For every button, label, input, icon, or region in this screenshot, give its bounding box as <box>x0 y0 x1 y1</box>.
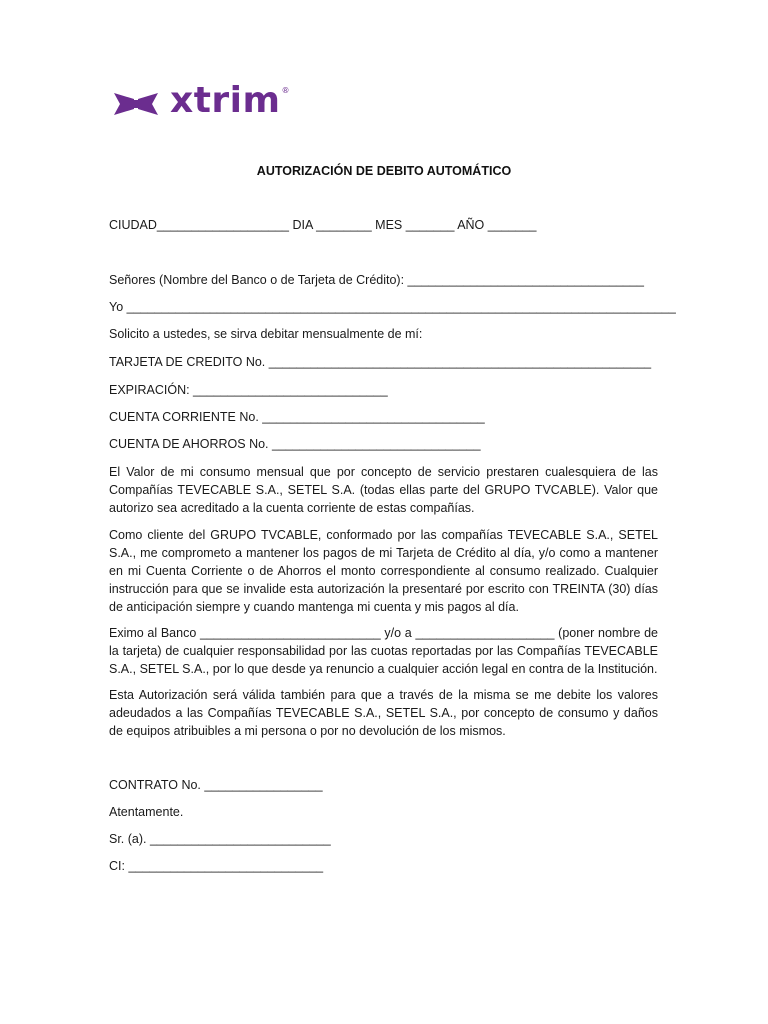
closing-text: Atentamente. <box>109 805 184 819</box>
document-title: AUTORIZACIÓN DE DEBITO AUTOMÁTICO <box>256 164 512 178</box>
checking-account-line: CUENTA CORRIENTE No. ________________________________ <box>109 410 485 424</box>
paragraph-consumption: El Valor de mi consumo mensual que por concepto de servicio prestaren cualesquiera de las Compañías TEVECABLE S.A., SETEL S.A. (todas ellas parte del GRUPO TVCABLE). Valor que autorizo sea acreditado a la cuenta corriente de estas compañías. <box>109 465 658 515</box>
date-line: CIUDAD___________________ DIA ________ MES _______ AÑO _______ <box>109 218 537 232</box>
xtrim-bowtie-icon <box>112 89 160 119</box>
ci-line: CI: ____________________________ <box>109 859 324 873</box>
credit-card-line: TARJETA DE CREDITO No. _______________________________________________________ <box>109 355 652 369</box>
brand-name: xtrim <box>170 80 281 121</box>
bank-line: Señores (Nombre del Banco o de Tarjeta de Crédito): __________________________________ <box>109 273 644 287</box>
contract-line: CONTRATO No. _________________ <box>109 778 323 792</box>
paragraph-validity: Esta Autorización será válida también para que a través de la misma se me debite los valores adeudados a las Compañías TEVECABLE S.A., SETEL S.A., por concepto de consumo y daños de equipos atribuibles a mi persona o por no devolución de los mismos. <box>109 688 658 738</box>
request-line: Solicito a ustedes, se sirva debitar mensualmente de mí: <box>109 327 423 341</box>
paragraph-commitment: Como cliente del GRUPO TVCABLE, conformado por las compañías TEVECABLE S.A., SETEL S.A., me comprometo a mantener los pagos de mi Tarjeta de Crédito al día, y/o como a mantener en mi Cuenta Corriente o de Ahorros el monto correspondiente al consumo realizado. Cualquier instrucción para que se invalide esta autorización la presentaré por escrito con TREINTA (30) días de anticipación siempre y cuando mantenga mi cuenta y mis pagos al día. <box>109 528 658 614</box>
savings-account-line: CUENTA DE AHORROS No. ______________________________ <box>109 437 481 451</box>
registered-mark: ® <box>281 85 290 95</box>
paragraph-bank-release: Eximo al Banco __________________________ y/o a ____________________ (poner nombre de la tarjeta) de cualquier responsabilidad por las cuotas reportadas por las Compañías TEVECABLE S.A., SETEL S.A., por lo que desde ya renuncio a cualquier acción legal en contra de la Institución. <box>109 626 658 676</box>
expiration-line: EXPIRACIÓN: ____________________________ <box>109 383 388 397</box>
signature-line: Sr. (a). __________________________ <box>109 832 331 846</box>
yo-line: Yo _______________________________________________________________________________ <box>109 300 676 314</box>
brand-logo <box>112 80 290 122</box>
